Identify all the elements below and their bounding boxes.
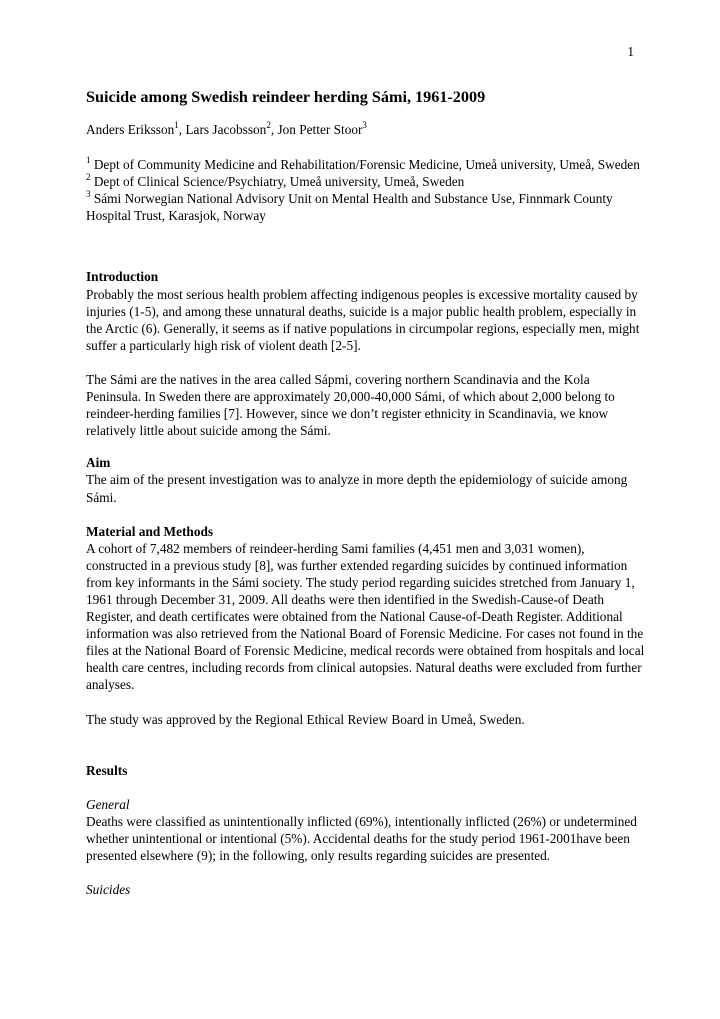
subsection-heading-general: General: [86, 796, 130, 812]
affiliation-text: Dept of Clinical Science/Psychiatry, Umeå university, Umeå, Sweden: [93, 174, 465, 190]
results-paragraph: Deaths were classified as unintentionally inflicted (69%), intentionally inflicted (26%) or undetermined whether unintentional or intentional (5%). Accidental deaths for the study period 1961-2001have been presented elsewhere (9); in the following, only results regarding suicides are presented.: [86, 813, 637, 863]
page-number: 1: [627, 44, 634, 59]
introduction-paragraph: Probably the most serious health problem affecting indigenous peoples is excessive mortality caused by injuries (1-5), and among these unnatural deaths, suicide is a major public health problem, especially in the Arctic (6). Generally, it seems as if native populations in circumpolar regions, especially men, might suffer a particularly high risk of violent death [2-5].: [86, 286, 640, 353]
paper-title: Suicide among Swedish reindeer herding Sámi, 1961-2009: [86, 88, 486, 106]
methods-paragraph: The study was approved by the Regional Ethical Review Board in Umeå, Sweden.: [86, 711, 525, 727]
subsection-heading-suicides: Suicides: [86, 882, 131, 898]
document-body: [86, 87, 646, 898]
introduction-paragraph: The Sámi are the natives in the area called Sápmi, covering northern Scandinavia and the Kola Peninsula. In Sweden there are approximately 20,000-40,000 Sámi, of which about 2,000 belong to reindeer-herding families [7]. However, since we don’t register ethnicity in Scandinavia, we know relatively little about suicide among the Sámi.: [86, 371, 615, 439]
author-list: [86, 121, 646, 138]
affiliation-marker: 1: [86, 154, 91, 165]
author-name: Anders Eriksson: [86, 122, 175, 137]
section-heading-aim: Aim: [86, 455, 111, 471]
affiliation-text: Dept of Community Medicine and Rehabilitation/Forensic Medicine, Umeå university, Umeå, Sweden: [90, 157, 640, 173]
author-name: Jon Petter Stoor: [277, 122, 363, 137]
section-heading-results: Results: [86, 762, 128, 778]
affiliation: [86, 173, 646, 190]
author-affiliation-marker: 3: [362, 119, 367, 130]
aim-paragraph: The aim of the present investigation was to analyze in more depth the epidemiology of suicide among Sámi.: [86, 472, 628, 505]
methods-paragraph: A cohort of 7,482 members of reindeer-herding Sami families (4,451 men and 3,031 women), constructed in a previous study [8], was further extended regarding suicides by continued information from key informants in the Sámi society. The study period regarding suicides stretched from January 1, 1961 through December 31, 2009. All deaths were then identified in the Swedish-Cause-of Death Register, and death certificates were obtained from the National Cause-of-Death Register. Additional information was also retrieved from the National Board of Forensic Medicine. For cases not found in the files at the National Board of Forensic Medicine, medical records were obtained from hospitals and local health care centres, including records from clinical autopsies. Natural deaths were excluded from further analyses.: [86, 540, 645, 693]
section-heading-introduction: Introduction: [86, 269, 159, 285]
affiliation-marker: 2: [86, 171, 91, 182]
affiliation-list: [86, 156, 646, 224]
author-affiliation-marker: 2: [266, 119, 271, 130]
affiliation: [86, 190, 646, 224]
affiliation: [86, 156, 646, 173]
author-separator: ,: [178, 122, 186, 137]
author-separator: ,: [270, 122, 278, 137]
section-heading-methods: Material and Methods: [86, 523, 214, 539]
author-name: Lars Jacobsson: [185, 122, 267, 137]
author-affiliation-marker: 1: [174, 119, 179, 130]
affiliation-text: Sámi Norwegian National Advisory Unit on Mental Health and Substance Use, Finnmark County Hospital Trust, Karasjok, Norway: [86, 191, 613, 224]
affiliation-marker: 3: [86, 188, 91, 199]
